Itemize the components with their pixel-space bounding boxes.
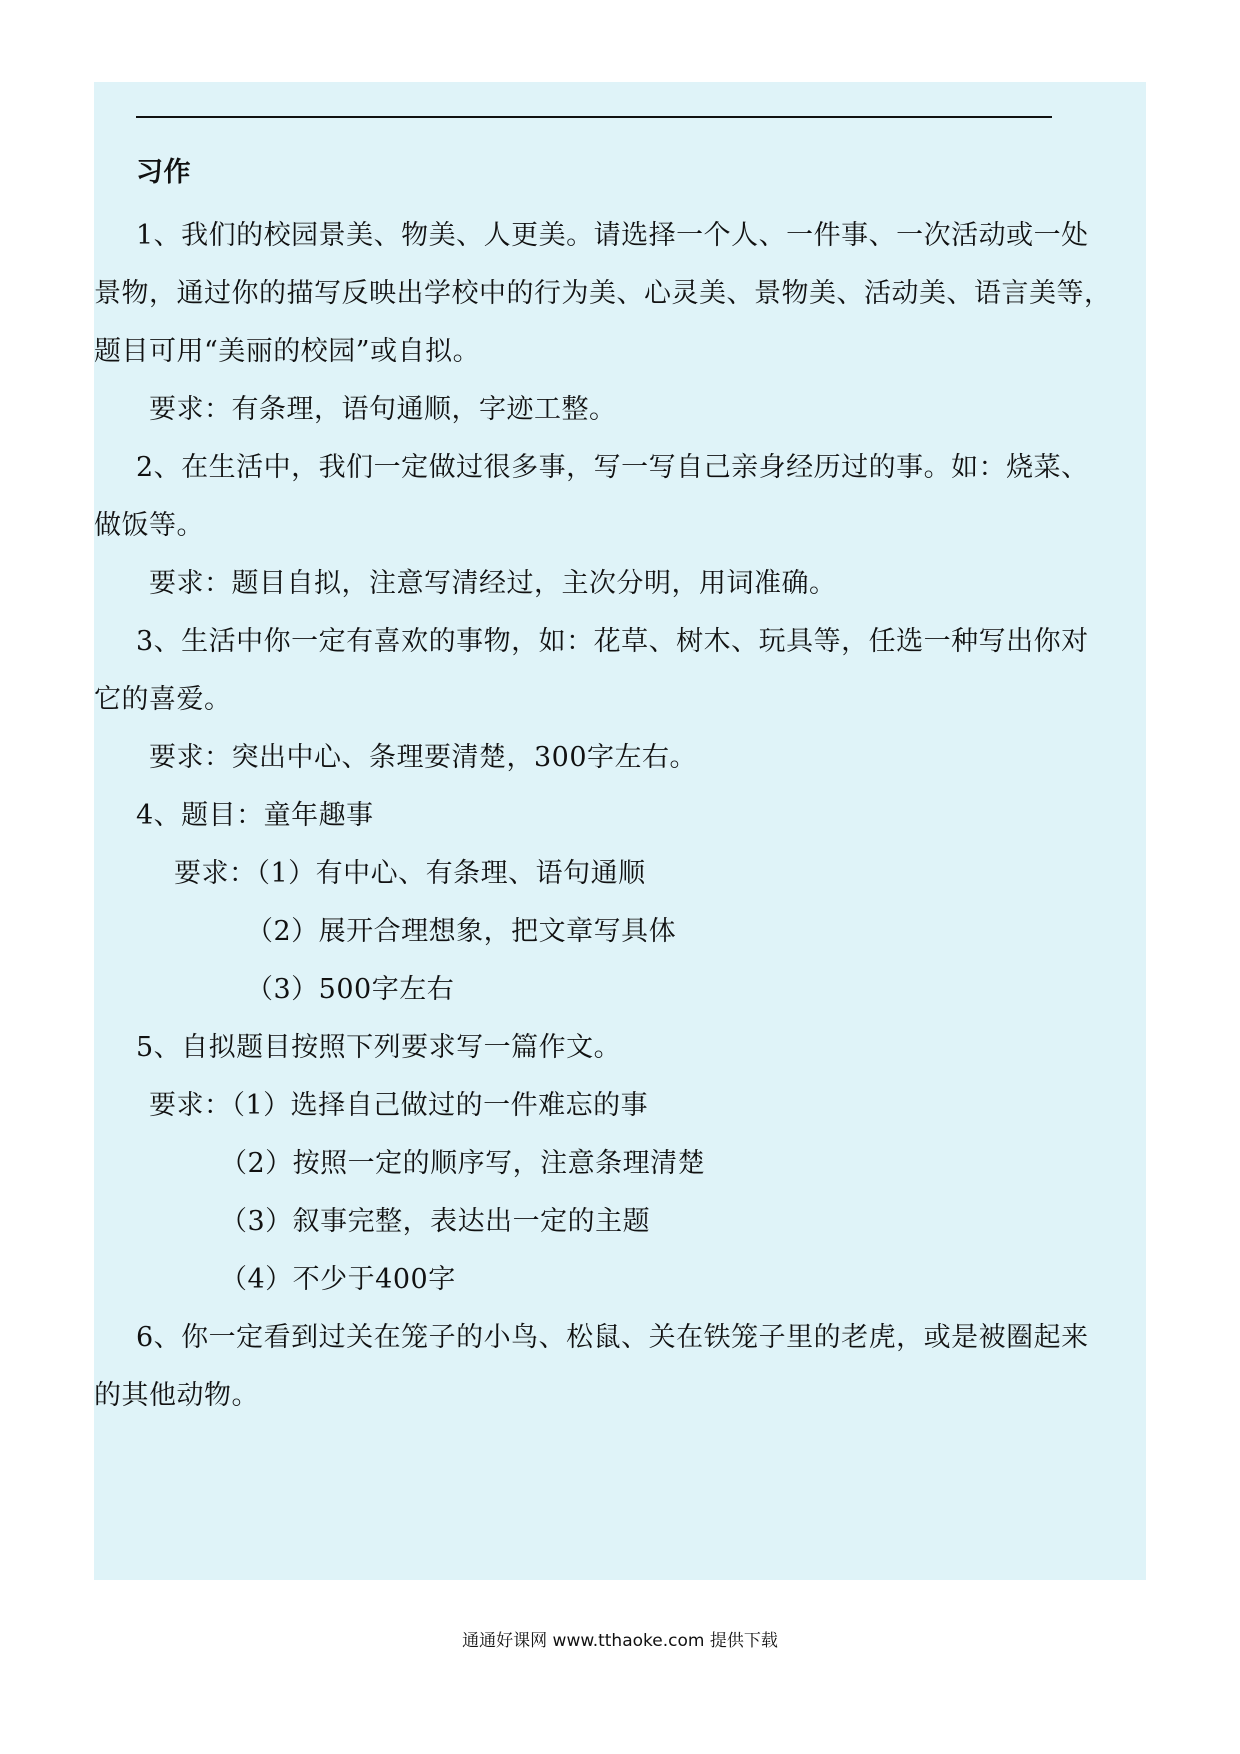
text-line-17: （2）按照一定的顺序写，注意条理清楚 xyxy=(220,1148,706,1179)
text-line-14: （3）500字左右 xyxy=(246,974,455,1005)
text-line-5: 2、在生活中，我们一定做过很多事，写一写自己亲身经历过的事。如：烧菜、 xyxy=(136,452,1089,483)
text-line-16: 要求：（1）选择自己做过的一件难忘的事 xyxy=(149,1090,649,1121)
text-line-1: 1、我们的校园景美、物美、人更美。请选择一个人、一件事、一次活动或一处 xyxy=(136,220,1089,251)
content-panel xyxy=(94,82,1146,1580)
text-line-19: （4）不少于400字 xyxy=(220,1264,456,1295)
text-line-11: 4、题目：童年趣事 xyxy=(136,800,374,831)
text-line-7: 要求：题目自拟，注意写清经过，主次分明，用词准确。 xyxy=(149,568,837,599)
text-line-18: （3）叙事完整，表达出一定的主题 xyxy=(220,1206,651,1237)
text-line-6: 做饭等。 xyxy=(94,510,204,541)
text-line-4: 要求：有条理，语句通顺，字迹工整。 xyxy=(149,394,617,425)
text-line-10: 要求：突出中心、条理要清楚，300字左右。 xyxy=(149,742,698,773)
text-line-21: 的其他动物。 xyxy=(94,1380,259,1411)
page-footer: 通通好课网 www.tthaoke.com 提供下载 xyxy=(462,1631,778,1651)
text-line-15: 5、自拟题目按照下列要求写一篇作文。 xyxy=(136,1032,622,1063)
top-rule xyxy=(136,116,1052,118)
section-heading: 习作 xyxy=(136,157,191,188)
text-line-9: 它的喜爱。 xyxy=(94,684,232,715)
text-line-12: 要求：（1）有中心、有条理、语句通顺 xyxy=(174,858,646,889)
text-line-3: 题目可用“美丽的校园”或自拟。 xyxy=(94,336,481,367)
text-line-20: 6、你一定看到过关在笼子的小鸟、松鼠、关在铁笼子里的老虎，或是被圈起来 xyxy=(136,1322,1089,1353)
text-line-13: （2）展开合理想象，把文章写具体 xyxy=(246,916,677,947)
text-line-8: 3、生活中你一定有喜欢的事物，如：花草、树木、玩具等，任选一种写出你对 xyxy=(136,626,1089,657)
text-line-2: 景物，通过你的描写反映出学校中的行为美、心灵美、景物美、活动美、语言美等， xyxy=(94,278,1112,309)
